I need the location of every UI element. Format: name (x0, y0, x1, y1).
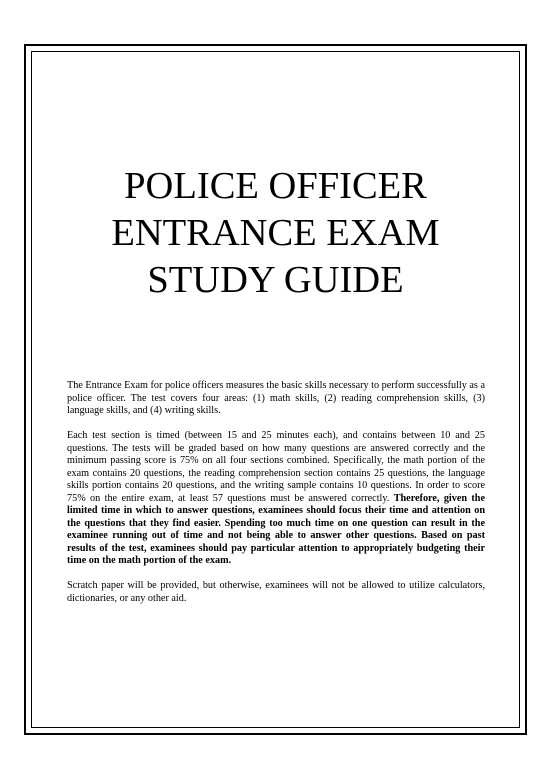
title-line-3: STUDY GUIDE (147, 259, 404, 301)
paragraph-test-details-emphasis: Therefore, given the limited time in which to answer questions, examinees should focus their time and attention on the questions that they find easier. Spending too much time on one question can result in the examinee running out of time and not being able to answer other questions. Based on past results of the test, examinees should pay particular attention to appropriately budgeting their time on the math portion of the exam. (67, 492, 485, 566)
paragraph-test-details (67, 430, 485, 568)
paragraph-test-details-text: Each test section is timed (between 15 and 25 minutes each), and contains between 10 and 25 questions. The tests will be graded based on how many questions are answered correctly and the minimum passing score is 75% on all four sections combined. Specifically, the math portion of the exam contains 20 questions, the reading comprehension section contains 25 questions, the language skills portion contains 20 questions, and the writing sample contains 10 questions. In order to score 75% on the entire exam, at least 57 questions must be answered correctly. (67, 430, 485, 504)
paragraph-intro: The Entrance Exam for police officers measures the basic skills necessary to perform successfully as a police officer. The test covers four areas: (1) math skills, (2) reading comprehension skills, (3) language skills, and (4) writing skills. (67, 380, 485, 416)
document-body (67, 380, 485, 618)
title-line-2: ENTRANCE EXAM (111, 212, 440, 254)
paragraph-materials: Scratch paper will be provided, but otherwise, examinees will not be allowed to utilize calculators, dictionaries, or any other aid. (67, 580, 485, 604)
title-line-1: POLICE OFFICER (124, 165, 427, 207)
document-title (31, 163, 520, 304)
